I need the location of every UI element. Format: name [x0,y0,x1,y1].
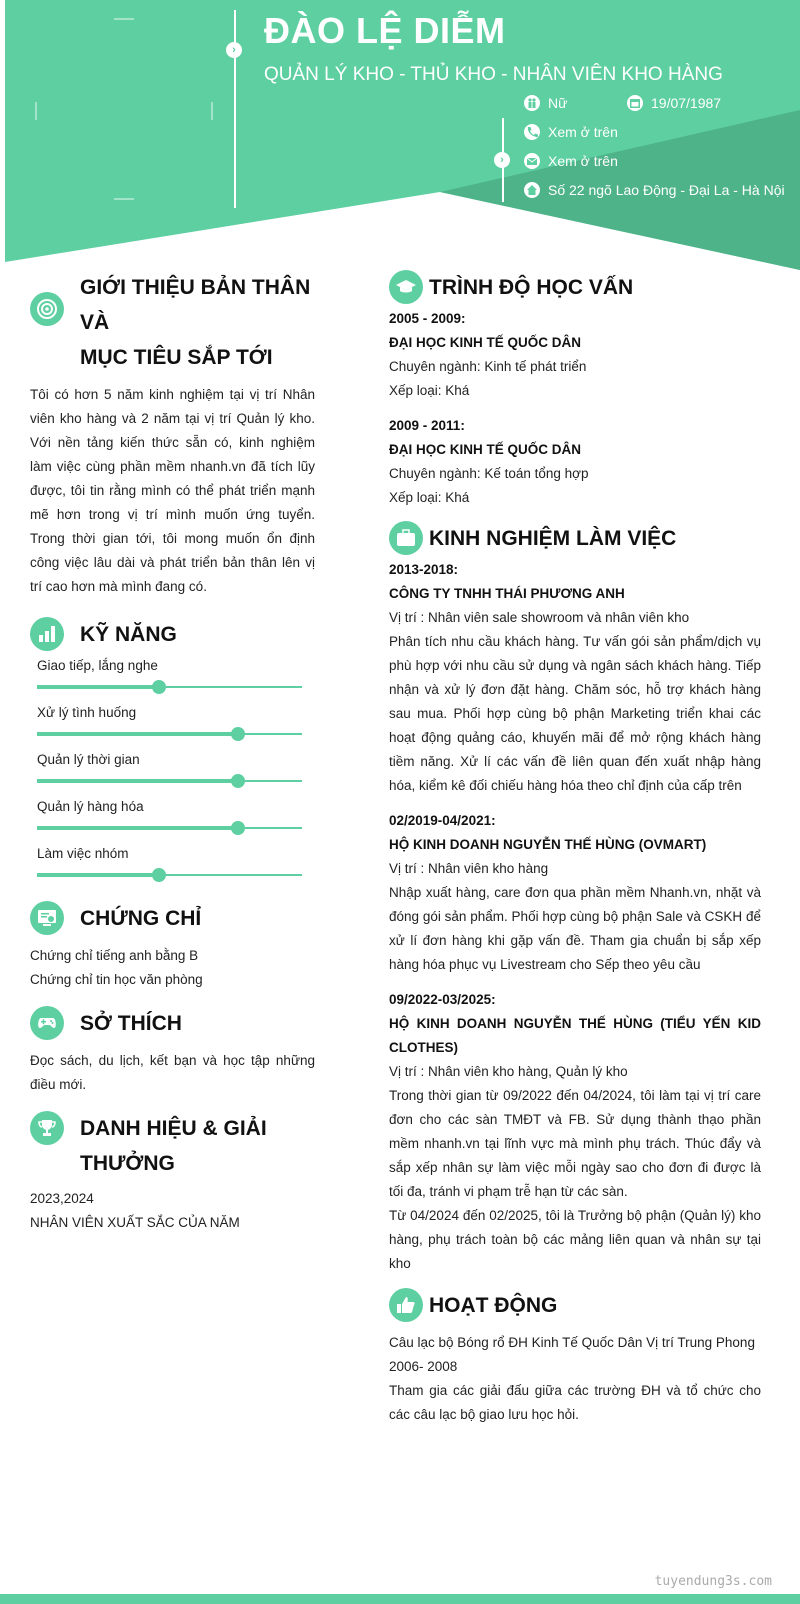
home-icon [524,182,540,198]
experience-description: Từ 04/2024 đến 02/2025, tôi là Trưởng bộ phận (Quản lý) kho hàng, phụ trách toàn bộ các mảng liên quan và nhân sự tại kho [389,1208,761,1271]
experience-item [389,988,761,1276]
award-name: NHÂN VIÊN XUẤT SẮC CỦA NĂM [30,1215,240,1230]
certificate-icon [30,901,64,935]
experience-description: Trong thời gian từ 09/2022 đến 04/2024, tôi làm tại vị trí care đơn cho các sàn TMĐT và FB. Sử dụng thành thạo phần mềm nhanh.vn tại lĩnh vực mà mình phụ trách. Thúc đẩy và sắp xếp nhân sự làm việc mỗi ngày sao cho đơn đi được là tối đa, tránh vi phạm trễ hạn từ các sàn. [389,1088,761,1199]
activity-text: 2006- 2008 [389,1359,458,1374]
chevron-right-icon: › [494,152,510,168]
experience-item [389,809,761,977]
education-title: TRÌNH ĐỘ HỌC VẤN [429,276,634,299]
experience-period: 09/2022-03/2025: [389,992,496,1007]
skills-section-header [30,617,315,652]
experience-position: Vị trí : Nhân viên kho hàng [389,861,549,876]
experience-section-header [389,521,761,556]
skill-level-fill [37,779,238,783]
contact-gender: Nữ [524,95,567,111]
skill-level-fill [37,732,238,736]
calendar-icon [627,95,643,111]
footer-bar [0,1594,800,1604]
header-divider-line [234,10,236,208]
candidate-name: ĐÀO LỆ DIỄM [264,10,506,51]
header-banner [0,0,800,280]
education-grade: Xếp loại: Khá [389,490,470,505]
skill-level-fill [37,826,238,830]
skill-name: Giao tiếp, lắng nghe [37,658,158,673]
awards-title: DANH HIỆU & GIẢI THƯỞNG [80,1117,267,1175]
experience-company: HỘ KINH DOANH NGUYỄN THẾ HÙNG (OVMART) [389,837,707,852]
right-column [389,270,761,1427]
experience-company: CÔNG TY TNHH THÁI PHƯƠNG ANH [389,586,625,601]
skill-level-knob [152,680,166,694]
skill-level-knob [231,727,245,741]
thumbs-up-icon [389,1288,423,1322]
awards-list [30,1187,315,1235]
experience-period: 2013-2018: [389,562,459,577]
certificates-title: CHỨNG CHỈ [80,907,202,930]
education-item [389,414,761,510]
trophy-icon [30,1111,64,1145]
target-icon [30,292,64,326]
contact-birthday: 19/07/1987 [627,95,721,111]
experience-period: 02/2019-04/2021: [389,813,496,828]
experience-title: KINH NGHIỆM LÀM VIỆC [429,527,677,550]
hobbies-section-header [30,1006,315,1041]
job-title: QUẢN LÝ KHO - THỦ KHO - NHÂN VIÊN KHO HÀNG [264,64,723,85]
skill-item [37,795,302,842]
contact-phone: Xem ở trên [524,124,618,140]
education-major: Chuyên ngành: Kinh tế phát triển [389,359,587,374]
skill-name: Quản lý thời gian [37,752,140,767]
education-period: 2009 - 2011: [389,418,465,433]
briefcase-icon [389,521,423,555]
profile-photo-frame [32,18,214,200]
hobbies-text: Đọc sách, du lịch, kết bạn và học tập những điều mới. [30,1053,315,1092]
experience-position: Vị trí : Nhân viên kho hàng, Quản lý kho [389,1064,628,1079]
chevron-right-icon: › [226,42,242,58]
education-section-header [389,270,761,305]
skills-title: KỸ NĂNG [80,623,177,646]
gender-icon [524,95,540,111]
activities-title: HOẠT ĐỘNG [429,1294,558,1317]
skill-level-knob [231,821,245,835]
hobbies-title: SỞ THÍCH [80,1012,182,1035]
skill-name: Làm việc nhóm [37,846,129,861]
intro-title: GIỚI THIỆU BẢN THÂN VÀ MỤC TIÊU SẮP TỚI [80,276,311,369]
skills-list [30,654,315,889]
bar-chart-icon [30,617,64,651]
mail-icon [524,153,540,169]
education-major: Chuyên ngành: Kế toán tổng hợp [389,466,589,481]
skill-item [37,748,302,795]
education-school: ĐẠI HỌC KINH TẾ QUỐC DÂN [389,442,581,457]
activities-section-header [389,1288,761,1323]
skill-level-knob [152,868,166,882]
intro-text: Tôi có hơn 5 năm kinh nghiệm tại vị trí Nhân viên kho hàng và 2 năm tại vị trí Quản lý kho. Với nền tảng kiến thức sẵn có, kinh nghiệm làm việc cùng phần mềm nhanh.vn đã tích lũy được, tôi tin rằng mình có thể phát triển mạnh mẽ hơn trong vị trí mình muốn ứng tuyển. Trong thời gian tới, tôi mong muốn ổn định công việc lâu dài và phát triển bản thân lên vị trí cao hơn mà mình đang có. [30,387,315,594]
education-period: 2005 - 2009: [389,311,466,326]
contact-email: Xem ở trên [524,153,618,169]
skill-name: Xử lý tình huống [37,705,137,720]
skill-level-knob [231,774,245,788]
intro-section-header [30,270,315,375]
awards-section-header [30,1111,315,1181]
skill-item [37,842,302,889]
skill-name: Quản lý hàng hóa [37,799,144,814]
experience-description: Phân tích nhu cầu khách hàng. Tư vấn gói sản phẩm/dịch vụ phù hợp với nhu cầu sử dụng và ngân sách khách hàng. Tiếp nhận và xử lý đơn đặt hàng. Chăm sóc, hỗ trợ khách hàng sau mua. Phối hợp cùng bộ phận Marketing triển khai các hoạt động quảng cáo, khuyến mãi để mở rộng khách hàng tiềm năng. Xử lí các vấn đề liên quan đến xuất nhập hàng hóa, kiểm kê đối chiếu hàng hóa theo chỉ định của cấp trên [389,634,761,793]
watermark: tuyendung3s.com [654,1574,772,1589]
experience-position: Vị trí : Nhân viên sale showroom và nhân viên kho [389,610,690,625]
certificates-list [30,944,315,992]
education-grade: Xếp loại: Khá [389,383,470,398]
phone-icon [524,124,540,140]
certificate-item: Chứng chỉ tin học văn phòng [30,972,203,987]
left-column [30,270,315,1235]
award-year: 2023,2024 [30,1191,94,1206]
experience-item [389,558,761,798]
experience-description: Nhập xuất hàng, care đơn qua phần mềm Nhanh.vn, nhặt và đóng gói sản phẩm. Phối hợp cùng bộ phận Sale và CSKH để xử lí đơn hàng khi gặp vấn đề. Tham gia chuẩn bị sắp xếp hàng hóa phục vụ Livestream cho Sếp theo yêu cầu [389,885,761,972]
activities-list [389,1331,761,1427]
education-item [389,307,761,403]
activity-text: Câu lạc bộ Bóng rổ ĐH Kinh Tế Quốc Dân Vị trí Trung Phong [389,1335,755,1350]
skill-item [37,654,302,701]
skill-level-fill [37,685,159,689]
activity-text: Tham gia các giải đấu giữa các trường ĐH và tổ chức cho các câu lạc bộ giao lưu học hỏi. [389,1383,761,1422]
skill-item [37,701,302,748]
certificates-section-header [30,901,315,936]
gamepad-icon [30,1006,64,1040]
experience-company: HỘ KINH DOANH NGUYỄN THẾ HÙNG (TIỂU YẾN KID CLOTHES) [389,1016,761,1055]
graduation-cap-icon [389,270,423,304]
skill-level-fill [37,873,159,877]
education-school: ĐẠI HỌC KINH TẾ QUỐC DÂN [389,335,581,350]
contact-address: Số 22 ngõ Lao Động - Đại La - Hà Nội [524,182,785,198]
certificate-item: Chứng chỉ tiếng anh bằng B [30,948,199,963]
